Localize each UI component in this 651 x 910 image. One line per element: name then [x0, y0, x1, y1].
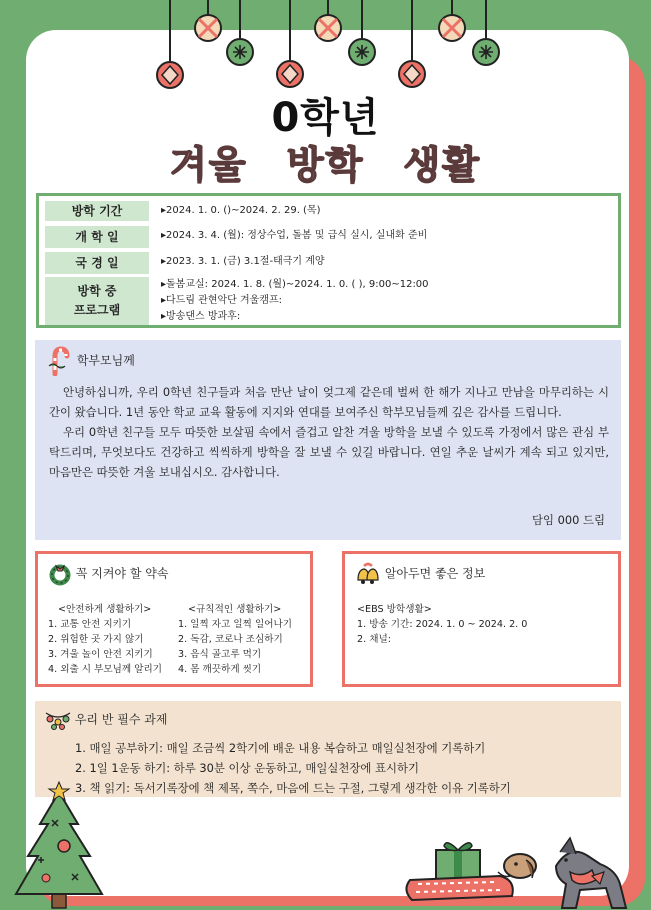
- letter-heading-text: 학부모님께: [76, 353, 135, 368]
- program-item: ▸다드림 관현악단 겨울캠프:: [161, 295, 283, 306]
- list-item: 4. 몸 깨끗하게 씻기: [178, 664, 262, 675]
- info-label: 개 학 일: [45, 226, 149, 248]
- safe-life-list: [48, 602, 162, 677]
- grade-title: 0학년: [271, 95, 380, 141]
- regular-life-list: [178, 602, 292, 677]
- bells-icon: [355, 562, 381, 586]
- info-row-national-holiday: [45, 252, 614, 274]
- christmas-tree-icon: [16, 782, 102, 908]
- useful-info-box: [342, 551, 621, 687]
- main-title: [0, 134, 651, 189]
- ebs-title: <EBS 방학생활>: [357, 604, 432, 615]
- letter-paragraph-1: 안녕하십니까, 우리 0학년 친구들과 처음 만난 날이 엊그제 같은데 벌써 한 해가 지나고 만남을 마무리하는 시간이 왔습니다. 1년 동안 학교 교육 활동에 지지와 연대를 보여주신 학부모님들께 깊은 감사를 드립니다.: [49, 385, 609, 419]
- program-item: ▸방송댄스 방과후:: [161, 311, 241, 322]
- list-item: 2. 위험한 곳 가지 않기: [48, 634, 144, 645]
- string-lights-icon: [45, 709, 71, 731]
- list-item: 1. 일찍 자고 일찍 일어나기: [178, 619, 293, 630]
- list-item: 4. 외출 시 부모님께 알리기: [48, 664, 163, 675]
- list-item: 2. 채널:: [357, 634, 391, 645]
- list-item: 1. 방송 기간: 2024. 1. 0 ~ 2024. 2. 0: [357, 619, 528, 630]
- letter-to-parents: [35, 340, 621, 540]
- info-label: 방학 기간: [45, 201, 149, 221]
- info-row-vacation-period: [45, 201, 614, 221]
- letter-body: [49, 382, 609, 482]
- ornament-beige-1-icon: [195, 15, 221, 41]
- info-label-programs: [45, 277, 149, 325]
- list-item: 3. 음식 골고루 먹기: [178, 649, 262, 660]
- title-word-winter: 겨울: [170, 143, 248, 187]
- tips-heading: [355, 562, 485, 586]
- letter-paragraph-2: 우리 0학년 친구들 모두 따뜻한 보살핌 속에서 즐겁고 알찬 겨울 방학을 보낼 수 있도록 가정에서 많은 관심 부탁드리며, 무엇보다도 건강하고 씩씩하게 방학을 잘 보낼 수 있길 바랍니다. 연일 추운 날씨가 계속 되고 있지만, 마음만은 따뜻한 겨울 보내십시오. 감사합니다.: [49, 425, 609, 479]
- ornament-green-1-icon: [227, 39, 253, 65]
- info-row-programs: [45, 277, 614, 325]
- letter-signature: 담임 000 드림: [532, 513, 605, 527]
- task-item: 2. 1일 1운동 하기: 하루 30분 이상 운동하고, 매일실천장에 표시하기: [75, 761, 419, 775]
- title-word-life: 생활: [403, 143, 481, 187]
- tasks-heading-text: 우리 반 필수 과제: [74, 712, 168, 727]
- program-label-line2: 프로그램: [73, 303, 121, 317]
- ebs-info-list: [357, 602, 527, 647]
- ornament-beige-2-icon: [315, 15, 341, 41]
- ornament-red-1-icon: [157, 62, 183, 88]
- letter-heading: [47, 346, 135, 376]
- regular-life-title: <규칙적인 생활하기>: [188, 604, 282, 615]
- promise-heading-text: 꼭 지켜야 할 약속: [75, 566, 169, 581]
- info-value: ▸2024. 1. 0. ()~2024. 2. 29. (목): [161, 205, 321, 216]
- bottom-decorations: [0, 780, 651, 910]
- promise-box: [35, 551, 313, 687]
- wreath-icon: [48, 562, 72, 586]
- tasks-heading: [45, 709, 167, 731]
- schedule-info-box: [36, 193, 621, 328]
- ornament-beige-3-icon: [439, 15, 465, 41]
- task-item: 1. 매일 공부하기: 매일 조금씩 2학기에 배운 내용 복습하고 매일실천장에 기록하기: [75, 741, 486, 755]
- candy-cane-icon: [47, 346, 73, 376]
- program-item: ▸돌봄교실: 2024. 1. 8. (월)~2024. 1. 0. ( ), 9:00~12:00: [161, 279, 429, 290]
- ornament-red-2-icon: [277, 61, 303, 87]
- promise-heading: [48, 562, 168, 586]
- info-value: ▸2023. 3. 1. (금) 3.1절-태극기 계양: [161, 256, 325, 267]
- tips-heading-text: 알아두면 좋은 정보: [384, 566, 486, 581]
- grey-dog-icon: [556, 838, 626, 908]
- list-item: 3. 겨울 놀이 안전 지키기: [48, 649, 153, 660]
- program-values: [161, 277, 429, 325]
- info-label: 국 경 일: [45, 252, 149, 274]
- info-value: ▸2024. 3. 4. (월): 정상수업, 돌봄 및 급식 실시, 실내화 준비: [161, 230, 428, 241]
- list-item: 1. 교통 안전 지키기: [48, 619, 132, 630]
- safe-life-title: <안전하게 생활하기>: [58, 604, 152, 615]
- ornament-green-3-icon: [473, 39, 499, 65]
- ornament-red-3-icon: [399, 61, 425, 87]
- list-item: 2. 독감, 코로나 조심하기: [178, 634, 283, 645]
- ornament-green-2-icon: [349, 39, 375, 65]
- task-item: 3. 책 읽기: 독서기록장에 책 제목, 쪽수, 마음에 드는 구절, 그렇게 생각한 이유 기록하기: [75, 781, 511, 795]
- program-label-line1: 방학 중: [77, 284, 117, 298]
- title-word-vacation: 방학: [286, 143, 365, 187]
- info-row-school-start: [45, 226, 614, 248]
